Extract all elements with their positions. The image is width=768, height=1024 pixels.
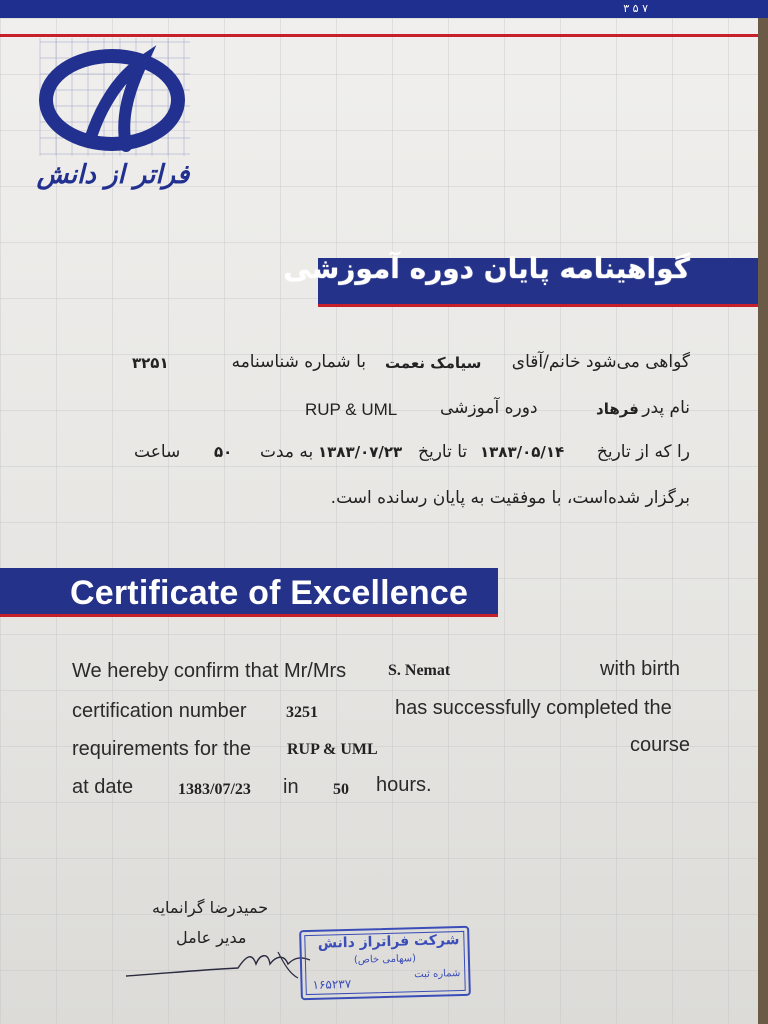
persian-line1-after: با شماره شناسنامه [231, 352, 366, 372]
english-l1-a: We hereby confirm that Mr/Mrs [72, 660, 347, 682]
top-border-band [0, 0, 768, 18]
english-name: S. Nemat [388, 662, 451, 679]
persian-line4: برگزار شده‌است، با موفقیت به پایان رسانده است. [330, 488, 690, 508]
english-l2-a: certification number [72, 700, 247, 722]
persian-id: ۳۲۵۱ [132, 354, 169, 372]
persian-course: RUP & UML [305, 400, 398, 419]
persian-father-label: نام پدر [642, 398, 690, 418]
signatory-role: مدیر عامل [176, 928, 247, 947]
english-l4-in: in [283, 776, 299, 798]
persian-course-label: دوره آموزشی [440, 398, 538, 418]
persian-title: گواهینامه پایان دوره آموزشی [283, 252, 690, 285]
persian-father: فرهاد [596, 400, 639, 418]
stamp-type: (سهامی خاص) [353, 953, 417, 966]
english-course: RUP & UML [287, 741, 378, 758]
english-l3-b: course [630, 734, 691, 756]
english-l4-b: hours. [376, 774, 432, 796]
company-stamp [299, 926, 471, 1000]
persian-from-date: ۱۳۸۳/۰۵/۱۴ [480, 443, 565, 461]
logo-icon [30, 28, 200, 158]
english-hours: 50 [333, 781, 349, 798]
english-date: 1383/07/23 [178, 781, 251, 798]
logo-name: فراتر از دانش [36, 160, 190, 190]
english-title: Certificate of Excellence [70, 574, 469, 612]
stamp-company: شرکت فراتراز دانش [317, 932, 460, 952]
persian-name: سیامک نعمت [385, 354, 482, 372]
stamp-reg-number: ۱۶۵۲۳۷ [312, 976, 352, 992]
persian-to-label: تا تاریخ [418, 442, 468, 462]
english-l4-a: at date [72, 776, 134, 798]
persian-to-date: ۱۳۸۳/۰۷/۲۳ [318, 443, 403, 461]
top-mark: ۳ ۵ ۷ [623, 2, 648, 15]
persian-line1-text: گواهی می‌شود خانم/آقای [511, 352, 690, 372]
signature-icon [118, 930, 318, 990]
signatory-name: حمیدرضا گرانمایه [152, 898, 269, 917]
persian-duration: ۵۰ [214, 443, 233, 461]
persian-unit: ساعت [134, 442, 181, 462]
english-l2-b: has successfully completed the [395, 697, 672, 719]
stamp-reg-label: شماره ثبت [414, 968, 461, 981]
english-l1-b: with birth [600, 658, 681, 680]
english-id: 3251 [286, 704, 318, 721]
persian-from-label: را که از تاریخ [596, 442, 690, 462]
english-l3-a: requirements for the [72, 738, 251, 760]
persian-duration-label: به مدت [260, 442, 314, 462]
